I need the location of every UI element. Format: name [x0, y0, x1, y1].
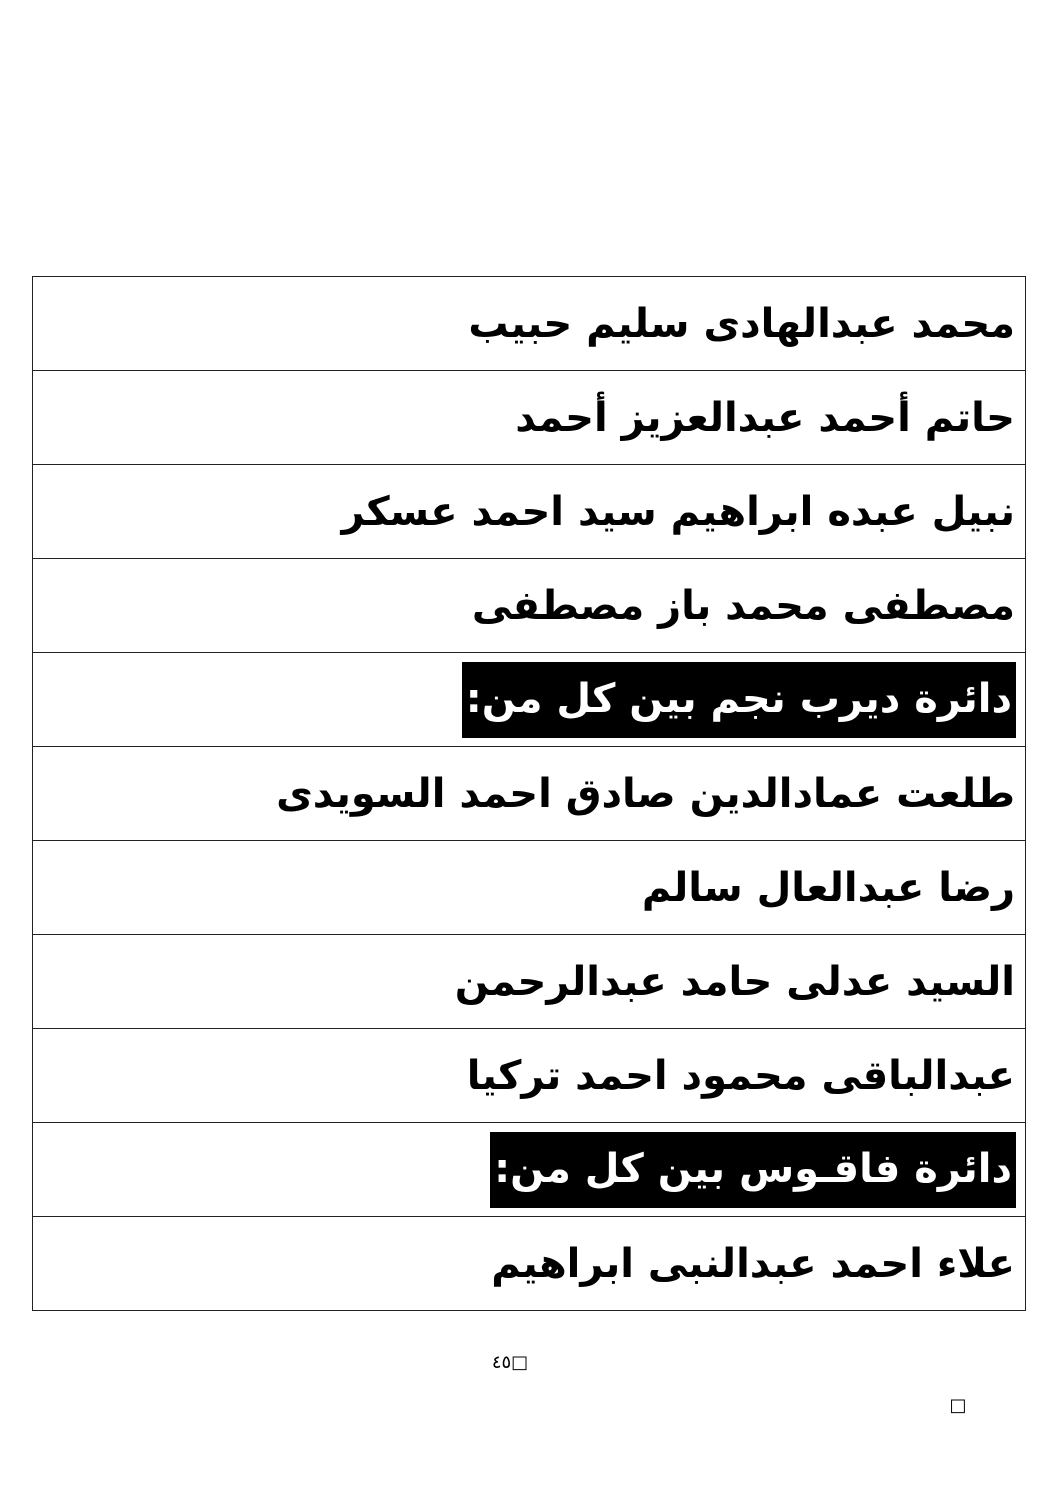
corner-mark: □	[949, 1395, 967, 1416]
name-cell: مصطفى محمد باز مصطفى	[33, 559, 1026, 653]
section-row	[33, 653, 1026, 747]
table-row	[33, 465, 1026, 559]
table-row	[33, 371, 1026, 465]
page-number: ٤٥□	[491, 1352, 529, 1373]
name-cell: طلعت عمادالدين صادق احمد السويدى	[33, 747, 1026, 841]
table-row	[33, 277, 1026, 371]
name-cell: حاتم أحمد عبدالعزيز أحمد	[33, 371, 1026, 465]
table-row	[33, 841, 1026, 935]
name-cell: رضا عبدالعال سالم	[33, 841, 1026, 935]
table-row	[33, 747, 1026, 841]
section-heading-dirb-negm: دائرة ديرب نجم بين كل من:	[462, 662, 1016, 738]
name-cell: علاء احمد عبدالنبى ابراهيم	[33, 1217, 1026, 1311]
table-row	[33, 935, 1026, 1029]
name-cell: عبدالباقى محمود احمد تركيا	[33, 1029, 1026, 1123]
table-row	[33, 559, 1026, 653]
name-cell: نبيل عبده ابراهيم سيد احمد عسكر	[33, 465, 1026, 559]
table-row	[33, 1029, 1026, 1123]
section-heading-faqous: دائرة فاقـوس بين كل من:	[490, 1132, 1016, 1208]
section-row	[33, 1123, 1026, 1217]
names-table	[32, 276, 1026, 1311]
name-cell: السيد عدلى حامد عبدالرحمن	[33, 935, 1026, 1029]
section-cell	[33, 653, 1026, 747]
name-cell: محمد عبدالهادى سليم حبيب	[33, 277, 1026, 371]
section-cell	[33, 1123, 1026, 1217]
table-row	[33, 1217, 1026, 1311]
